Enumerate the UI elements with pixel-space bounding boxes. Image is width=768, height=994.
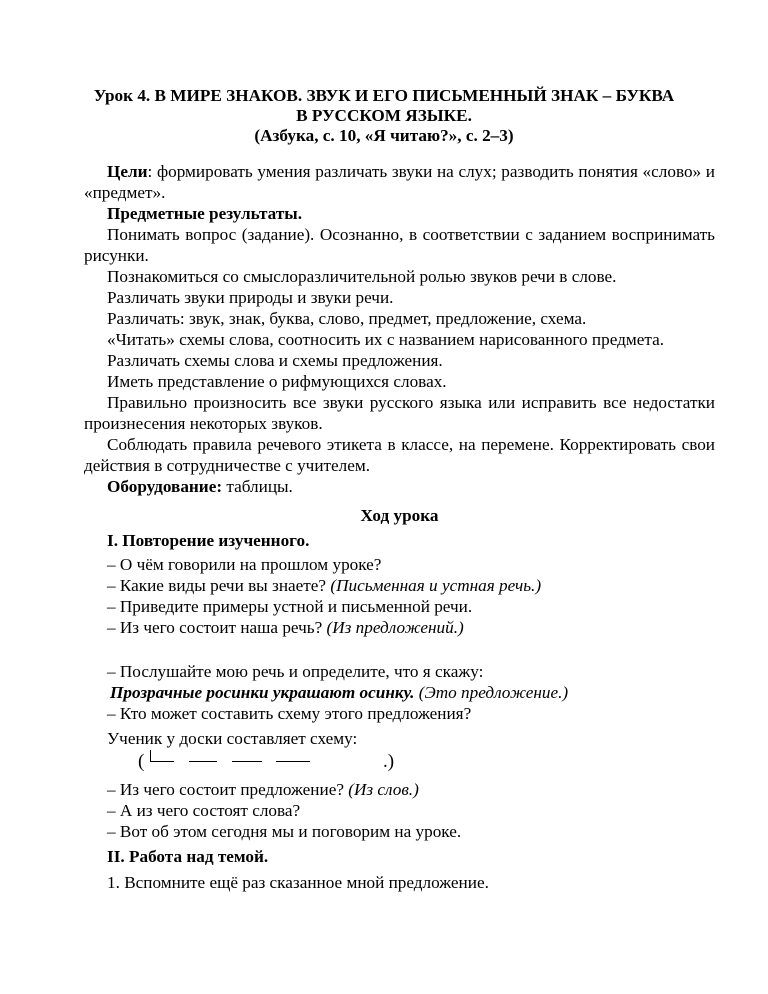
equipment-paragraph	[84, 476, 715, 497]
schema-word-3	[232, 761, 262, 762]
question-2-answer: (Письменная и устная речь.)	[330, 576, 542, 595]
result-item-4: Различать: звук, знак, буква, слово, предмет, предложение, схема.	[107, 309, 587, 328]
student-task: Ученик у доски составляет схему:	[107, 729, 358, 748]
schema-open-paren: (	[138, 751, 145, 772]
sentence-schema	[138, 749, 715, 775]
schema-word-1	[150, 761, 174, 762]
question-1: – О чём говорили на прошлом уроке?	[107, 555, 382, 574]
schema-capital-mark	[150, 750, 151, 761]
goals-label: Цели	[107, 162, 148, 181]
goals-text: : формировать умения различать звуки на слух; разводить понятия «слово» и «предмет».	[84, 162, 715, 202]
question-8-answer: (Из слов.)	[348, 780, 419, 799]
result-item-8: Правильно произносить все звуки русского языка или исправить все недостатки произнесения некоторых звуков.	[84, 393, 715, 433]
question-5: – Послушайте мою речь и определите, что я скажу:	[107, 662, 484, 681]
result-item-5: «Читать» схемы слова, соотносить их с названием нарисованного предмета.	[107, 330, 665, 349]
question-8	[107, 779, 715, 800]
question-10: – Вот об этом сегодня мы и поговорим на уроке.	[107, 822, 462, 841]
section-2-heading: II. Работа над темой.	[107, 847, 269, 866]
example-sentence-note: (Это предложение.)	[414, 683, 569, 702]
question-2-text: – Какие виды речи вы знаете?	[107, 576, 331, 595]
question-8-text: – Из чего состоит предложение?	[107, 780, 349, 799]
question-4-answer: (Из предложений.)	[326, 618, 464, 637]
result-item-3: Различать звуки природы и звуки речи.	[107, 288, 394, 307]
schema-close: .)	[383, 751, 395, 772]
lesson-title	[80, 86, 688, 146]
goals-paragraph	[84, 161, 715, 203]
result-item-6: Различать схемы слова и схемы предложения.	[107, 351, 443, 370]
example-sentence-text: Прозрачные росинки украшают осинку.	[110, 683, 415, 702]
title-line-2: В РУССКОМ ЯЗЫКЕ.	[296, 106, 472, 125]
result-item-9: Соблюдать правила речевого этикета в классе, на перемене. Корректировать свои действия в сотрудничестве с учителем.	[84, 435, 715, 475]
equipment-label: Оборудование:	[107, 477, 223, 496]
document-body	[84, 161, 715, 893]
results-heading: Предметные результаты.	[107, 204, 302, 223]
section-1-heading: I. Повторение изученного.	[107, 531, 310, 550]
result-item-1: Понимать вопрос (задание). Осознанно, в соответствии с заданием воспринимать рисунки.	[84, 225, 715, 265]
schema-word-2	[189, 761, 217, 762]
equipment-text: таблицы.	[222, 477, 293, 496]
example-sentence	[107, 682, 715, 703]
question-6: – Кто может составить схему этого предложения?	[107, 704, 472, 723]
schema-word-4	[276, 761, 310, 762]
title-line-1: Урок 4. В МИРЕ ЗНАКОВ. ЗВУК И ЕГО ПИСЬМЕННЫЙ ЗНАК – БУКВА	[93, 86, 675, 105]
lesson-heading: Ход урока	[360, 506, 439, 525]
question-4-text: – Из чего состоит наша речь?	[107, 618, 327, 637]
question-9: – А из чего состоят слова?	[107, 801, 301, 820]
result-item-2: Познакомиться со смыслоразличительной ролью звуков речи в слове.	[107, 267, 617, 286]
question-2	[107, 575, 715, 596]
title-line-3: (Азбука, с. 10, «Я читаю?», с. 2–3)	[254, 126, 514, 145]
question-4	[107, 617, 715, 638]
result-item-7: Иметь представление о рифмующихся словах.	[107, 372, 447, 391]
task-1: 1. Вспомните ещё раз сказанное мной предложение.	[107, 873, 489, 892]
question-3: – Приведите примеры устной и письменной речи.	[107, 597, 473, 616]
